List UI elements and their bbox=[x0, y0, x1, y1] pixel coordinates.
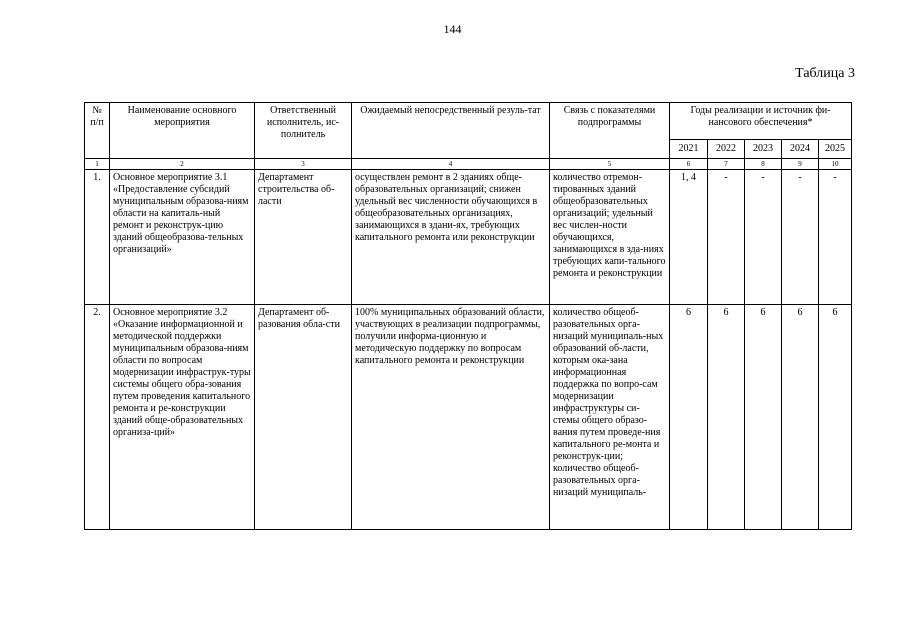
table-label: Таблица 3 bbox=[795, 66, 855, 81]
header-year: 2025 bbox=[819, 140, 852, 159]
row-result: 100% муниципальных образований области, участвующих в реализации подпрограммы, получили информа-ционную и методическую поддержку по вопросам капитального ремонта и реконструкции bbox=[352, 305, 550, 530]
row-year-value: 6 bbox=[708, 305, 745, 530]
column-number: 9 bbox=[782, 159, 819, 170]
row-year-value: - bbox=[819, 170, 852, 305]
header-year: 2024 bbox=[782, 140, 819, 159]
header-num: № п/п bbox=[85, 103, 110, 159]
page-number: 144 bbox=[443, 22, 462, 36]
header-year: 2022 bbox=[708, 140, 745, 159]
program-table bbox=[84, 102, 852, 530]
column-number: 4 bbox=[352, 159, 550, 170]
row-link: количество отремон-тированных зданий общеобразовательных организаций; удельный вес числен-ности обучающихся, занимающихся в зда-ниях требующих капи-тального ремонта и реконструкции bbox=[550, 170, 670, 305]
row-year-value: - bbox=[708, 170, 745, 305]
row-year-value: - bbox=[745, 170, 782, 305]
column-number: 2 bbox=[110, 159, 255, 170]
row-result: осуществлен ремонт в 2 зданиях обще-образовательных организаций; снижен удельный вес численности обучающихся в общеобразовательных организациях, занимающихся в здани-ях, требующих капитального ремонта или реконструкции bbox=[352, 170, 550, 305]
column-number: 6 bbox=[670, 159, 708, 170]
row-responsible: Департамент строительства об-ласти bbox=[255, 170, 352, 305]
row-responsible: Департамент об-разования обла-сти bbox=[255, 305, 352, 530]
column-number: 10 bbox=[819, 159, 852, 170]
table-row bbox=[85, 170, 852, 305]
header-year: 2023 bbox=[745, 140, 782, 159]
row-year-value: 6 bbox=[670, 305, 708, 530]
row-name: Основное мероприятие 3.2 «Оказание информационной и методической поддержки муниципальным образова-ниям области по вопросам модернизации инфраструк-туры системы общего обра-зования путем проведения капитального ремонта и ре-конструкции зданий обще-образовательных организа-ций» bbox=[110, 305, 255, 530]
column-number: 1 bbox=[85, 159, 110, 170]
header-row bbox=[85, 103, 852, 140]
row-year-value: 6 bbox=[819, 305, 852, 530]
row-name: Основное мероприятие 3.1 «Предоставление субсидий муниципальным образова-ниям области на капиталь-ный ремонт и реконструк-цию зданий общеобразова-тельных организаций» bbox=[110, 170, 255, 305]
table-row bbox=[85, 305, 852, 530]
row-year-value: 6 bbox=[782, 305, 819, 530]
row-num: 1. bbox=[85, 170, 110, 305]
header-link: Связь с показателями подпрограммы bbox=[550, 103, 670, 159]
header-name: Наименование основного мероприятия bbox=[110, 103, 255, 159]
row-num: 2. bbox=[85, 305, 110, 530]
column-numbers-row bbox=[85, 159, 852, 170]
column-number: 5 bbox=[550, 159, 670, 170]
column-number: 3 bbox=[255, 159, 352, 170]
header-responsible: Ответственный исполнитель, ис-полнитель bbox=[255, 103, 352, 159]
column-number: 7 bbox=[708, 159, 745, 170]
header-result: Ожидаемый непосредственный резуль-тат bbox=[352, 103, 550, 159]
header-years: Годы реализации и источник фи-нансового обеспечения* bbox=[670, 103, 852, 140]
row-year-value: 1, 4 bbox=[670, 170, 708, 305]
row-year-value: 6 bbox=[745, 305, 782, 530]
row-link: количество общеоб-разовательных орга-низаций муниципаль-ных образований об-ласти, которым ока-зана информационная поддержка по вопро-сам модернизации инфраструктуры си-стемы общего образо-вания путем проведе-ния капитального ре-монта и реконструк-ции; количество общеоб-разовательных орга-низаций муниципаль- bbox=[550, 305, 670, 530]
row-year-value: - bbox=[782, 170, 819, 305]
header-year: 2021 bbox=[670, 140, 708, 159]
column-number: 8 bbox=[745, 159, 782, 170]
